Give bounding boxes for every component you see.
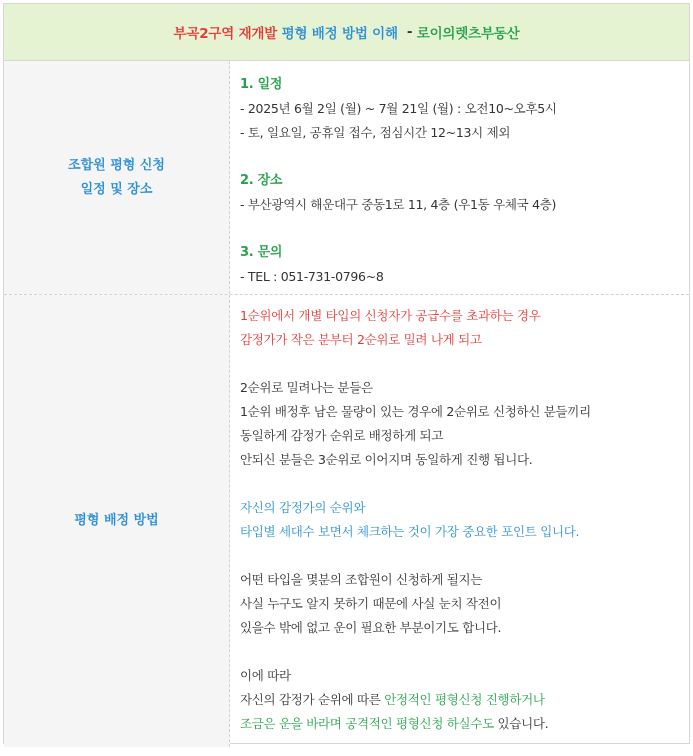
contact-section-title: 3. 문의	[240, 245, 283, 260]
table-header	[4, 4, 689, 61]
paragraph5-line2-plain: 자신의 감정가 순위에 따른	[240, 692, 385, 707]
schedule-exclusion-text: - 토, 일요일, 공휴일 접수, 점심시간 12~13시 제외	[240, 125, 511, 140]
paragraph5-line2-highlight: 안정적인 평형신청 진행하거나	[384, 692, 545, 707]
location-address-text: - 부산광역시 해운대구 중동1로 11, 4층 (우1동 우체국 4층)	[240, 197, 557, 212]
info-table	[3, 3, 690, 744]
schedule-date-text: - 2025년 6월 2일 (월) ~ 7월 21일 (월) : 오전10~오후5시	[240, 101, 557, 116]
schedule-row	[4, 61, 689, 295]
paragraph2-line1: 2순위로 밀려나는 분들은	[240, 380, 373, 395]
header-redevelopment: 재개발	[238, 26, 278, 42]
schedule-label-line2: 일정 및 장소	[80, 181, 153, 197]
paragraph5-line3-plain: 있습니다.	[493, 716, 549, 731]
paragraph2-line2: 1순위 배정후 남은 물량이 있는 경우에 2순위로 신청하신 분들끼리	[240, 404, 591, 419]
paragraph2-line4: 안되신 분들은 3순위로 이어지며 동일하게 진행 됩니다.	[240, 452, 533, 467]
location-section-title: 2. 장소	[240, 173, 283, 188]
paragraph4-line3: 있을수 밖에 없고 운이 필요한 부분이기도 합니다.	[240, 620, 502, 635]
schedule-label-cell	[4, 61, 230, 294]
schedule-section-title: 1. 일정	[240, 77, 283, 92]
schedule-label-line1: 조합원 평형 신청	[68, 157, 165, 173]
header-author: 로이의렛츠부동산	[416, 26, 520, 42]
schedule-content-cell	[230, 61, 689, 294]
paragraph4-line1: 어떤 타입을 몇분의 조합원이 신청하게 될지는	[240, 572, 483, 587]
contact-phone-text: - TEL : 051-731-0796~8	[240, 269, 384, 284]
paragraph5-line2	[240, 688, 689, 712]
allocation-label: 평형 배정 방법	[74, 513, 159, 528]
paragraph4-line2: 사실 누구도 알지 못하기 때문에 사실 눈치 작전이	[240, 596, 502, 611]
paragraph5-line3-highlight: 조금은 운을 바라며 공격적인 평형신청 하실수도	[240, 716, 494, 731]
allocation-row	[4, 295, 689, 747]
header-topic: 평형 배정 방법 이해	[281, 26, 398, 42]
paragraph5-line3	[240, 712, 689, 736]
header-dash: -	[406, 24, 413, 40]
paragraph3-line2: 타입별 세대수 보면서 체크하는 것이 가장 중요한 포인트 입니다.	[240, 524, 580, 539]
header-area-name: 부곡2구역	[173, 26, 235, 42]
paragraph5-line1: 이에 따라	[240, 668, 291, 683]
paragraph1-line1: 1순위에서 개별 타입의 신청자가 공급수를 초과하는 경우	[240, 308, 541, 323]
paragraph3-line1: 자신의 감정가의 순위와	[240, 500, 366, 515]
paragraph1-line2: 감정가가 작은 분부터 2순위로 밀려 나게 되고	[240, 332, 482, 347]
paragraph2-line3: 동일하게 감정가 순위로 배정하게 되고	[240, 428, 444, 443]
allocation-content-cell	[230, 295, 689, 747]
allocation-label-cell	[4, 295, 230, 747]
